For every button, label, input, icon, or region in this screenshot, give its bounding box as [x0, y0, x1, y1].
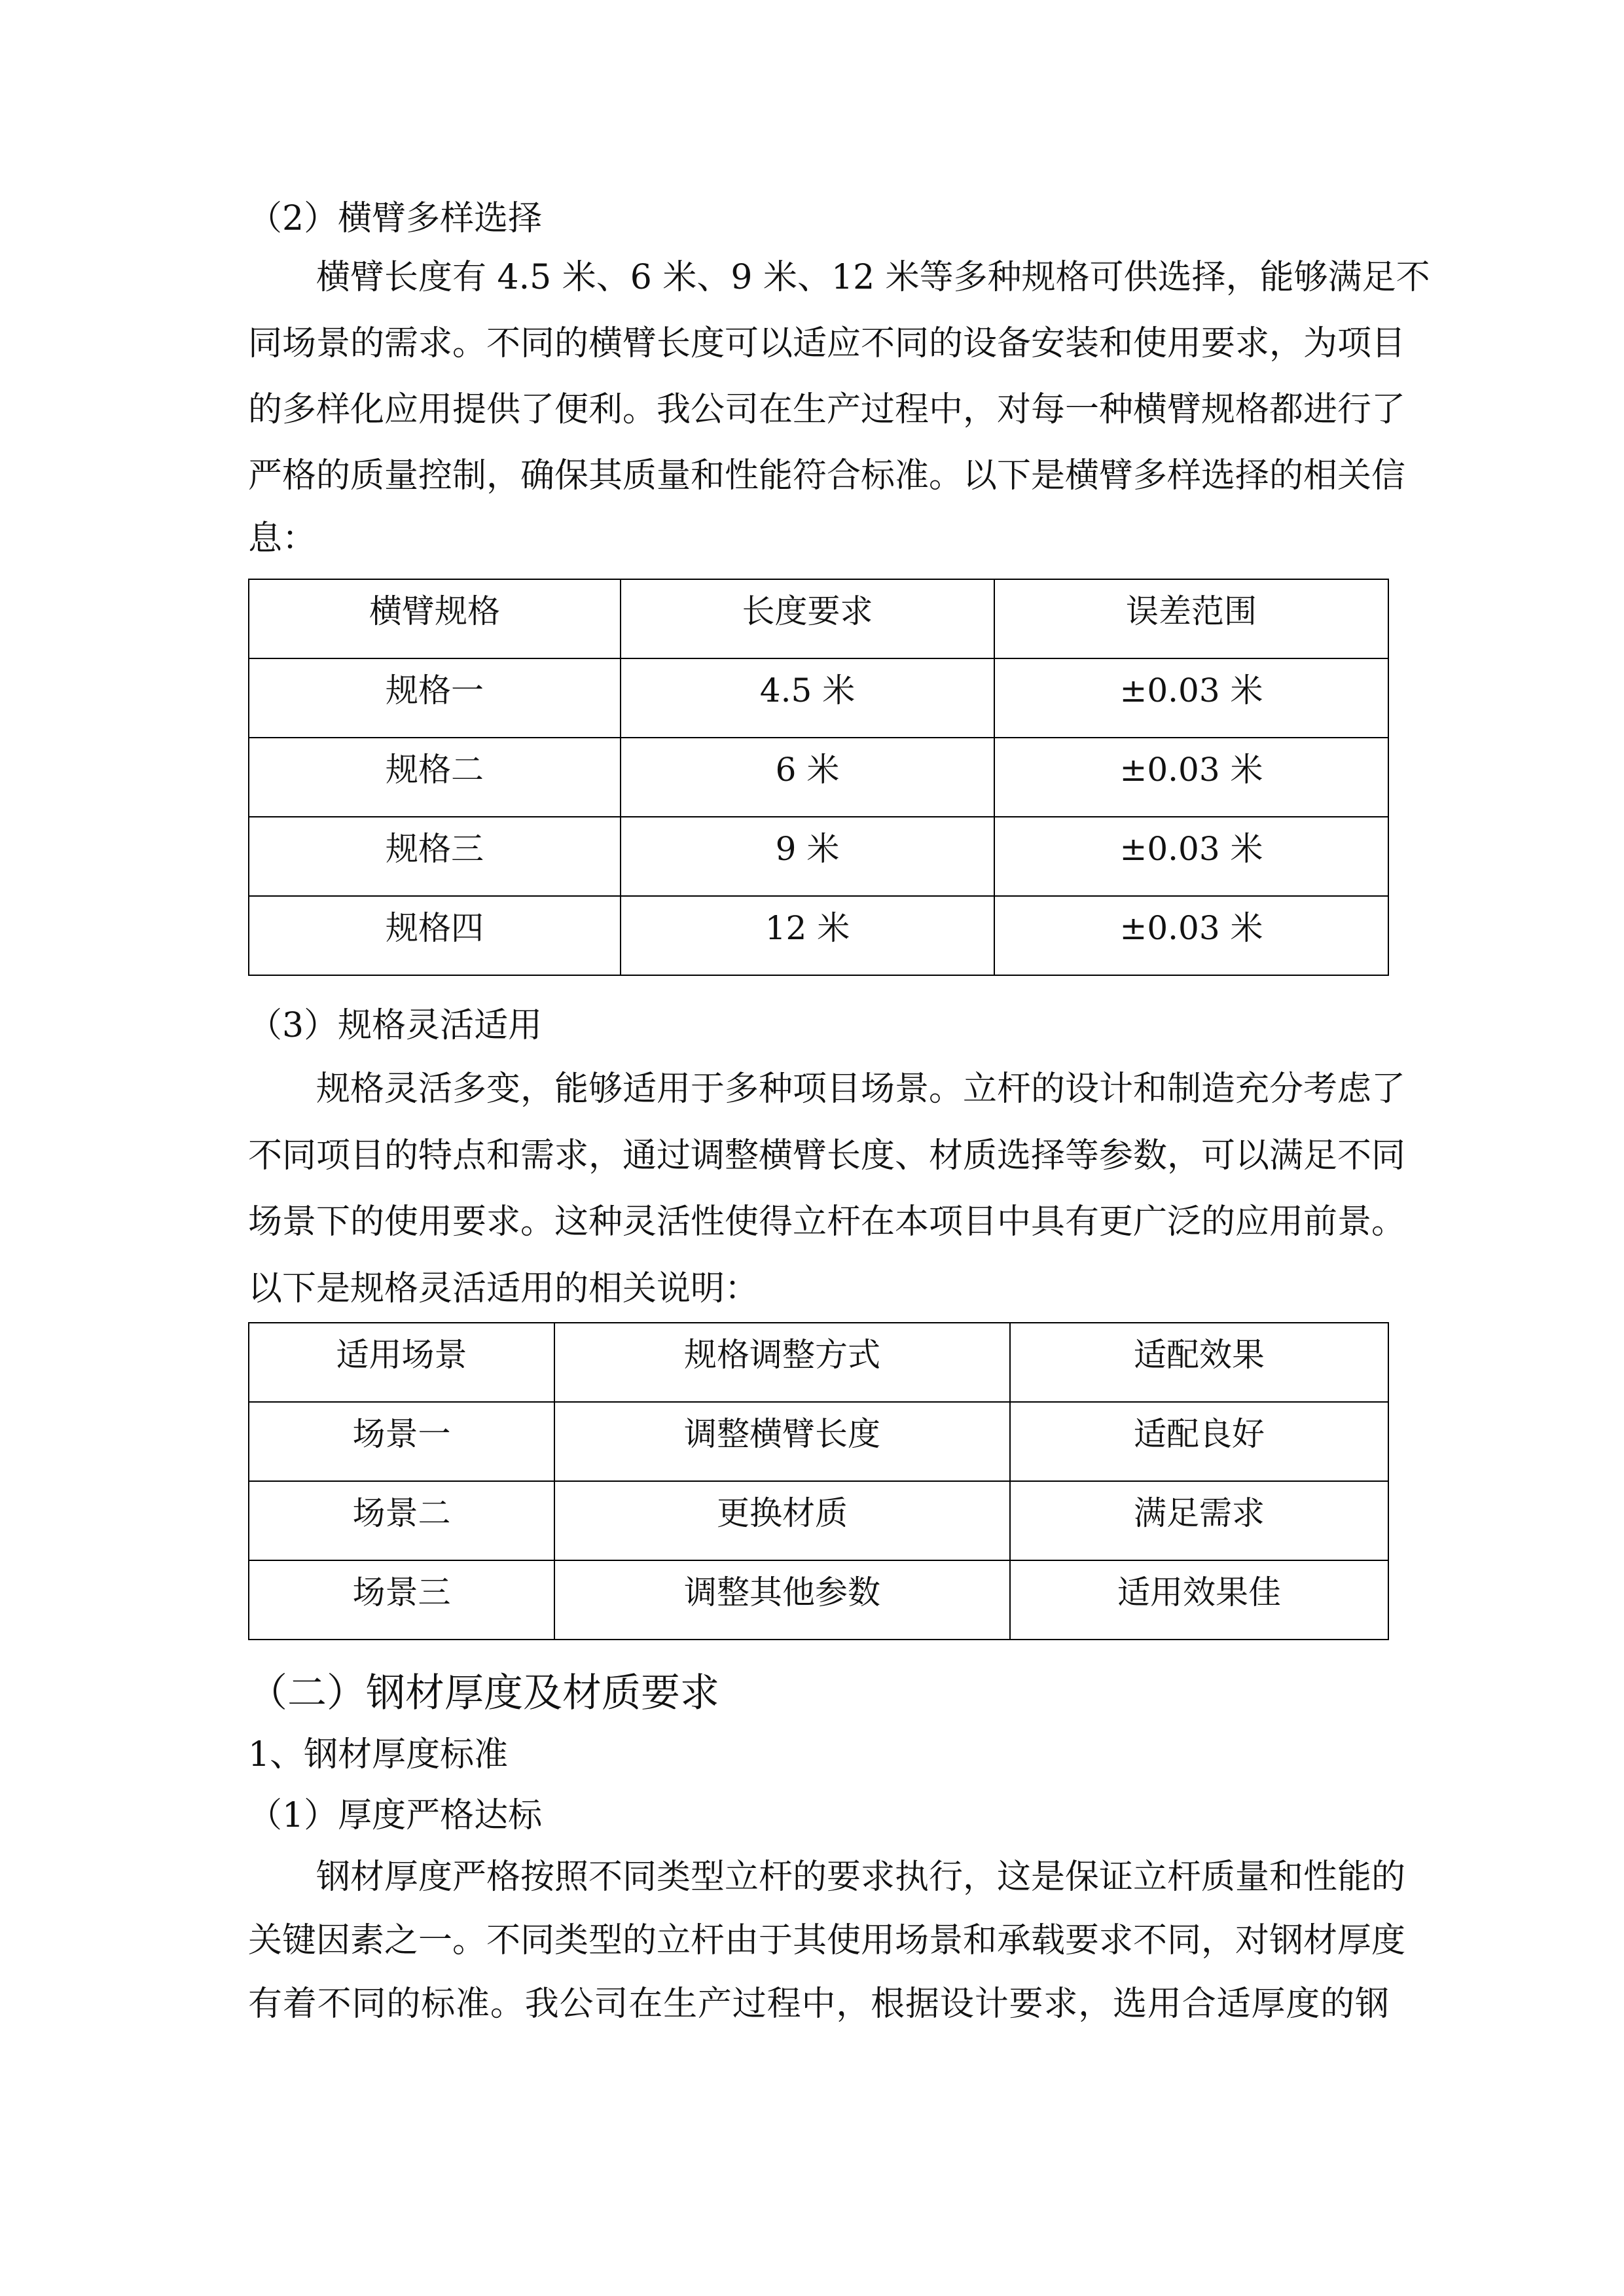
table-cell: 适用效果佳 [1010, 1560, 1388, 1640]
arm-spec-table [248, 579, 1389, 976]
table-cell: 满足需求 [1010, 1481, 1388, 1560]
table-header-row [249, 579, 1388, 658]
paragraph-line: 以下是规格灵活适用的相关说明： [248, 1269, 759, 1308]
paragraph-line: 场景下的使用要求。这种灵活性使得立杆在本项目中具有更广泛的应用前景。 [248, 1202, 1406, 1242]
table-cell: 更换材质 [554, 1481, 1010, 1560]
table-header: 横臂规格 [249, 579, 621, 658]
table-cell: 规格二 [249, 738, 621, 817]
paragraph-line: 有着不同的标准。我公司在生产过程中，根据设计要求，选用合适厚度的钢 [248, 1984, 1389, 2024]
table-cell: 6 米 [621, 738, 994, 817]
table-cell: 场景二 [249, 1481, 554, 1560]
table-row [249, 658, 1388, 738]
subheading: 1、钢材厚度标准 [248, 1735, 509, 1774]
table-header: 适配效果 [1010, 1323, 1388, 1402]
table-cell: 12 米 [621, 896, 994, 975]
table-cell: 适配良好 [1010, 1402, 1388, 1481]
table-cell: 4.5 米 [621, 658, 994, 738]
heading-flexible-specs: （3）规格灵活适用 [248, 1006, 543, 1045]
table-cell: ±0.03 米 [994, 896, 1388, 975]
paragraph-line: 不同项目的特点和需求，通过调整横臂长度、材质选择等参数，可以满足不同 [248, 1136, 1406, 1175]
table-cell: 调整横臂长度 [554, 1402, 1010, 1481]
table-header: 长度要求 [621, 579, 994, 658]
subheading: （1）厚度严格达标 [248, 1796, 543, 1835]
table-header: 误差范围 [994, 579, 1388, 658]
scenario-table [248, 1322, 1389, 1640]
table-header: 适用场景 [249, 1323, 554, 1402]
heading-arm-options: （2）横臂多样选择 [248, 199, 543, 238]
table-row [249, 738, 1388, 817]
table-header-row [249, 1323, 1388, 1402]
table-cell: 规格三 [249, 817, 621, 896]
table-header: 规格调整方式 [554, 1323, 1010, 1402]
table-cell: ±0.03 米 [994, 738, 1388, 817]
paragraph-line: 同场景的需求。不同的横臂长度可以适应不同的设备安装和使用要求，为项目 [248, 324, 1406, 363]
table-row [249, 1481, 1388, 1560]
table-cell: 规格一 [249, 658, 621, 738]
paragraph-line: 横臂长度有 4.5 米、6 米、9 米、12 米等多种规格可供选择，能够满足不 [316, 258, 1430, 297]
paragraph-line: 息： [248, 519, 317, 558]
table-cell: 调整其他参数 [554, 1560, 1010, 1640]
paragraph-line: 钢材厚度严格按照不同类型立杆的要求执行，这是保证立杆质量和性能的 [316, 1857, 1406, 1897]
table-row [249, 1560, 1388, 1640]
table-row [249, 817, 1388, 896]
table-cell: 规格四 [249, 896, 621, 975]
table-cell: ±0.03 米 [994, 658, 1388, 738]
table-row [249, 896, 1388, 975]
paragraph-line: 的多样化应用提供了便利。我公司在生产过程中，对每一种横臂规格都进行了 [248, 390, 1406, 429]
table-cell: 场景三 [249, 1560, 554, 1640]
paragraph-line: 关键因素之一。不同类型的立杆由于其使用场景和承载要求不同，对钢材厚度 [248, 1921, 1406, 1960]
chapter-heading: （二）钢材厚度及材质要求 [248, 1670, 719, 1716]
table-cell: ±0.03 米 [994, 817, 1388, 896]
paragraph-line: 规格灵活多变，能够适用于多种项目场景。立杆的设计和制造充分考虑了 [316, 1069, 1406, 1109]
table-cell: 场景一 [249, 1402, 554, 1481]
paragraph-line: 严格的质量控制，确保其质量和性能符合标准。以下是横臂多样选择的相关信 [248, 456, 1406, 495]
table-cell: 9 米 [621, 817, 994, 896]
table-row [249, 1402, 1388, 1481]
